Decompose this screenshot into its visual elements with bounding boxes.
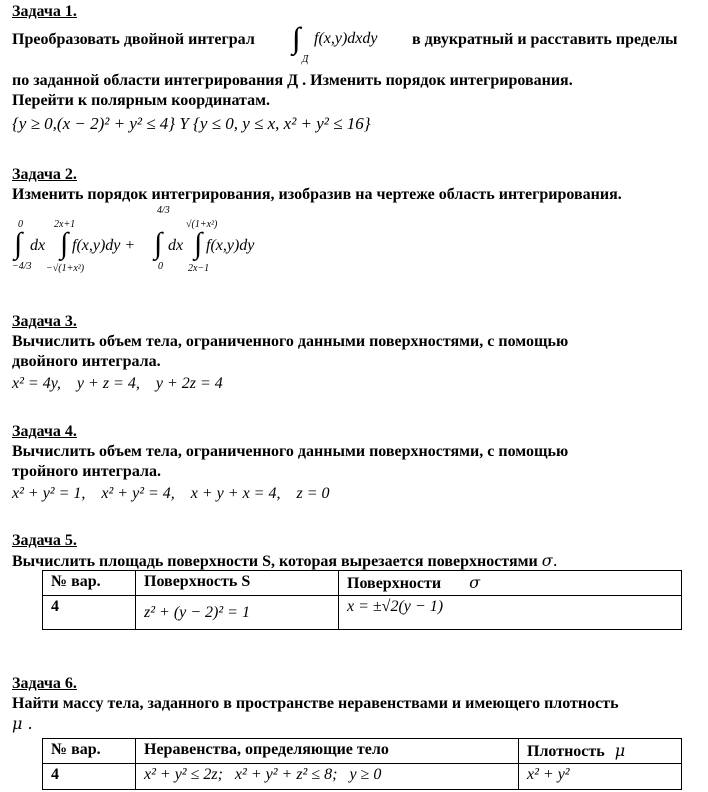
- task2-heading: Задача 2.: [12, 166, 77, 183]
- table-cell: z² + (y − 2)² = 1: [136, 596, 339, 630]
- header-cell-text: Плотность: [527, 743, 605, 760]
- header-cell: Неравенства, определяющие тело: [136, 739, 519, 764]
- task1-line3: Перейти к полярным координатам.: [12, 92, 270, 109]
- task1-line1-b: в двукратный и расставить пределы: [412, 31, 678, 48]
- header-cell: № вар.: [43, 571, 136, 596]
- int4-upper: √(1+x²): [186, 219, 218, 230]
- table-cell: x = ±√2(y − 1): [339, 596, 682, 630]
- task6-text: Найти массу тела, заданного в пространстве неравенствами и имеющего плотность: [12, 695, 619, 712]
- sigma-symbol: σ: [469, 573, 481, 592]
- task2-integrals: [12, 205, 312, 290]
- header-cell: № вар.: [43, 739, 136, 764]
- int3-sign: ∫: [154, 227, 163, 260]
- mu-symbol: μ: [614, 741, 626, 760]
- int3-dx: dx: [168, 237, 184, 254]
- table-cell: 4: [43, 764, 136, 790]
- task6-heading: Задача 6.: [12, 675, 77, 692]
- task4-text2: тройного интеграла.: [12, 463, 161, 480]
- task6-table: [42, 738, 682, 790]
- task1-formula: {y ≥ 0,(x − 2)² + y² ≤ 4} Y {y ≤ 0, y ≤ x, x² + y² ≤ 16}: [12, 114, 371, 133]
- table-cell: x² + y² ≤ 2z; x² + y² + z² ≤ 8; y ≥ 0: [136, 764, 519, 790]
- task3-formula: x² = 4y, y + z = 4, y + 2z = 4: [12, 375, 223, 392]
- task4-formula: x² + y² = 1, x² + y² = 4, x + y + x = 4, z = 0: [12, 485, 330, 502]
- task1-line1-a: Преобразовать двойной интеграл: [12, 31, 255, 48]
- task2-text: Изменить порядок интегрирования, изобразив на чертеже область интегрирования.: [12, 186, 622, 203]
- task4-text1: Вычислить объем тела, ограниченного данными поверхностями, с помощью: [12, 443, 569, 460]
- table-row: [43, 596, 682, 630]
- int4-sign: ∫: [194, 227, 203, 260]
- task1-line2: по заданной области интегрирования Д . Изменить порядок интегрирования.: [12, 72, 573, 89]
- int2-upper: 2x+1: [54, 219, 76, 230]
- int4-body: f(x,y)dy: [206, 237, 255, 254]
- task5-heading: Задача 5.: [12, 532, 77, 549]
- int2-lower: −√(1+x²): [46, 263, 85, 274]
- int2-body: f(x,y)dy +: [72, 237, 136, 254]
- task1-integrand: f(x,y)dxdy: [314, 30, 378, 47]
- table-row: [43, 764, 682, 790]
- int1-dx: dx: [30, 237, 46, 254]
- task4-heading: Задача 4.: [12, 423, 77, 440]
- task5-text-main: Вычислить площадь поверхности S, которая вырезается поверхностями: [12, 553, 538, 570]
- task3-heading: Задача 3.: [12, 313, 77, 330]
- task1-heading: Задача 1.: [12, 3, 77, 20]
- task1-region-sub: Д: [302, 54, 309, 65]
- header-cell: [519, 739, 682, 764]
- int3-upper: 4/3: [157, 205, 170, 216]
- table-row: [43, 571, 682, 596]
- header-cell: Поверхность S: [136, 571, 339, 596]
- int2-sign: ∫: [60, 227, 69, 260]
- int4-lower: 2x−1: [188, 263, 210, 274]
- int1-lower: −4/3: [12, 261, 32, 272]
- int3-lower: 0: [158, 261, 163, 272]
- int1-sign: ∫: [14, 227, 23, 260]
- task5-text: [12, 551, 558, 571]
- task6-mu-line: [12, 714, 33, 734]
- task5-sigma: σ.: [541, 551, 558, 570]
- task5-table: [42, 570, 682, 630]
- table-cell: x² + y²: [519, 764, 682, 790]
- header-cell-text: Поверхности: [347, 575, 442, 592]
- mu-symbol: μ .: [12, 714, 33, 733]
- table-cell: 4: [43, 596, 136, 630]
- task3-text1: Вычислить объем тела, ограниченного данными поверхностями, с помощью: [12, 333, 569, 350]
- task3-text2: двойного интеграла.: [12, 353, 161, 370]
- header-cell: [339, 571, 682, 596]
- task1-double-integral: [292, 22, 412, 65]
- int1-upper: 0: [18, 219, 23, 230]
- table-row: [43, 739, 682, 764]
